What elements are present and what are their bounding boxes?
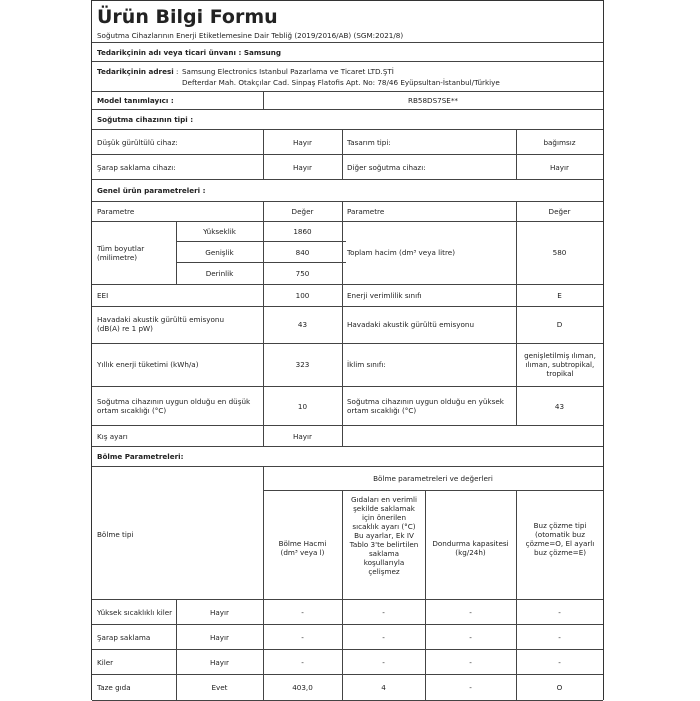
cooling-type-right-label: Tasarım tipi: bbox=[347, 138, 391, 147]
compartment-present: Evet bbox=[211, 683, 228, 692]
total-volume-value: 580 bbox=[552, 248, 567, 257]
divider bbox=[92, 674, 603, 675]
divider bbox=[516, 201, 517, 426]
supplier-name: Tedarikçinin adı veya ticari ünvanı : Samsung bbox=[97, 48, 282, 57]
compartment-defrost: - bbox=[558, 633, 561, 642]
energy-class-label: Enerji verimlilik sınıfı bbox=[347, 291, 422, 300]
divider bbox=[92, 649, 603, 650]
divider bbox=[92, 306, 603, 307]
winter-label: Kış ayarı bbox=[97, 432, 128, 441]
divider bbox=[342, 490, 343, 701]
annual-energy-value: 323 bbox=[295, 360, 310, 369]
compartment-temp: - bbox=[382, 658, 385, 667]
compartment-volume: 403,0 bbox=[292, 683, 313, 692]
dim-height-value: 1860 bbox=[293, 227, 312, 236]
divider bbox=[176, 262, 346, 263]
min-temp-label: Soğutma cihazının uygun olduğu en düşük ortam sıcaklığı (°C) bbox=[97, 397, 251, 415]
divider bbox=[92, 386, 603, 387]
supplier-address-label: Tedarikçinin adresi bbox=[97, 67, 174, 76]
divider bbox=[92, 179, 603, 180]
divider bbox=[92, 201, 603, 202]
compartment-freeze: - bbox=[469, 608, 472, 617]
col-temp: Gıdaları en verimli şekilde saklamak için önerilen sıcaklık ayarı (°C) Bu ayarlar, Ek IV Tablo 3'te belirtilen saklama koşullarıyla çelişmez bbox=[349, 495, 419, 576]
noise-value: 43 bbox=[297, 320, 308, 329]
dim-depth-label: Derinlik bbox=[205, 269, 234, 278]
cooling-type-right-value: bağımsız bbox=[543, 138, 576, 147]
winter-value: Hayır bbox=[292, 432, 312, 441]
compartment-freeze: - bbox=[469, 633, 472, 642]
compartment-name: Taze gıda bbox=[97, 683, 131, 692]
divider bbox=[92, 425, 603, 426]
page-subtitle: Soğutma Cihazlarının Enerji Etiketlemesine Dair Tebliğ (2019/2016/AB) (SGM:2021/8) bbox=[97, 31, 404, 40]
compartment-defrost: - bbox=[558, 608, 561, 617]
model-label: Model tanımlayıcı : bbox=[97, 96, 174, 105]
total-volume-label: Toplam hacim (dm³ veya litre) bbox=[347, 248, 455, 257]
divider bbox=[92, 129, 603, 130]
compartment-present: Hayır bbox=[209, 608, 229, 617]
cooling-type-right-value: Hayır bbox=[549, 163, 569, 172]
compartment-defrost: O bbox=[556, 683, 563, 692]
noise-class-label: Havadaki akustik gürültü emisyonu bbox=[347, 320, 474, 329]
noise-label: Havadaki akustik gürültü emisyonu (dB(A) re 1 pW) bbox=[97, 315, 224, 333]
dim-height-label: Yükseklik bbox=[203, 227, 236, 236]
dims-label: Tüm boyutlar (milimetre) bbox=[97, 244, 145, 262]
compartment-present: Hayır bbox=[209, 658, 229, 667]
col-defrost: Buz çözme tipi (otomatik buz çözme=O, El ayarlı buz çözme=E) bbox=[525, 521, 595, 557]
divider bbox=[92, 343, 603, 344]
compartment-type-label: Bölme tipi bbox=[97, 530, 134, 539]
divider bbox=[516, 490, 517, 701]
compartment-name: Şarap saklama bbox=[97, 633, 151, 642]
divider bbox=[92, 61, 603, 62]
divider bbox=[92, 109, 603, 110]
supplier-address-line1: Samsung Electronics Istanbul Pazarlama ve Ticaret LTD.ŞTİ bbox=[182, 67, 394, 76]
climate-label: İklim sınıfı: bbox=[347, 360, 386, 369]
compartment-name: Yüksek sıcaklıklı kiler bbox=[97, 608, 173, 617]
compartment-volume: - bbox=[301, 608, 304, 617]
compartment-name: Kiler bbox=[97, 658, 114, 667]
col-freeze: Dondurma kapasitesi (kg/24h) bbox=[432, 539, 509, 557]
compartment-volume: - bbox=[301, 658, 304, 667]
divider bbox=[92, 466, 603, 467]
divider bbox=[92, 599, 603, 600]
min-temp-value: 10 bbox=[297, 402, 308, 411]
col-volume: Bölme Hacmi (dm³ veya l) bbox=[278, 539, 327, 557]
compartment-volume: - bbox=[301, 633, 304, 642]
cooling-type-left-label: Şarap saklama cihazı: bbox=[97, 163, 176, 172]
compartment-defrost: - bbox=[558, 658, 561, 667]
cooling-type-left-label: Düşük gürültülü cihaz: bbox=[97, 138, 178, 147]
general-col-value: Değer bbox=[291, 207, 314, 216]
noise-class-value: D bbox=[556, 320, 563, 329]
supplier-address-line2: Defterdar Mah. Otakçılar Cad. Sinpaş Flatofis Apt. No: 78/46 Eyüpsultan-İstanbul/Türkiye bbox=[182, 78, 500, 87]
dim-depth-value: 750 bbox=[295, 269, 310, 278]
general-col-param: Parametre bbox=[347, 207, 385, 216]
compartment-temp: 4 bbox=[381, 683, 386, 692]
compartments-header: Bölme Parametreleri: bbox=[97, 452, 184, 461]
cooling-type-header: Soğutma cihazının tipi : bbox=[97, 115, 194, 124]
general-header: Genel ürün parametreleri : bbox=[97, 186, 206, 195]
compartments-group-header: Bölme parametreleri ve değerleri bbox=[373, 474, 493, 483]
compartment-temp: - bbox=[382, 633, 385, 642]
compartment-present: Hayır bbox=[209, 633, 229, 642]
cooling-type-right-label: Diğer soğutma cihazı: bbox=[347, 163, 426, 172]
cooling-type-left-value: Hayır bbox=[292, 163, 312, 172]
divider bbox=[263, 490, 603, 491]
dim-width-label: Genişlik bbox=[205, 248, 234, 257]
divider bbox=[92, 154, 603, 155]
annual-energy-label: Yıllık enerji tüketimi (kWh/a) bbox=[97, 360, 199, 369]
eei-label: EEI bbox=[97, 291, 109, 300]
divider bbox=[92, 91, 603, 92]
compartment-temp: - bbox=[382, 608, 385, 617]
divider bbox=[176, 241, 346, 242]
product-info-sheet bbox=[91, 0, 604, 700]
eei-value: 100 bbox=[295, 291, 310, 300]
general-col-value: Değer bbox=[548, 207, 571, 216]
divider bbox=[92, 624, 603, 625]
divider bbox=[92, 221, 603, 222]
model-value: RB58DS7SE** bbox=[407, 96, 459, 105]
supplier-address-colon: : bbox=[176, 67, 179, 76]
page-title: Ürün Bilgi Formu bbox=[97, 6, 278, 28]
divider bbox=[92, 284, 603, 285]
divider bbox=[342, 129, 343, 179]
divider bbox=[425, 490, 426, 701]
divider bbox=[342, 201, 343, 446]
max-temp-label: Soğutma cihazının uygun olduğu en yüksek ortam sıcaklığı (°C) bbox=[347, 397, 504, 415]
dim-width-value: 840 bbox=[295, 248, 310, 257]
compartment-freeze: - bbox=[469, 683, 472, 692]
max-temp-value: 43 bbox=[554, 402, 565, 411]
climate-value: genişletilmiş ılıman, ılıman, subtropikal, tropikal bbox=[524, 351, 596, 378]
cooling-type-left-value: Hayır bbox=[292, 138, 312, 147]
compartment-freeze: - bbox=[469, 658, 472, 667]
energy-class-value: E bbox=[557, 291, 562, 300]
divider bbox=[92, 42, 603, 43]
general-col-param: Parametre bbox=[97, 207, 135, 216]
divider bbox=[92, 446, 603, 447]
